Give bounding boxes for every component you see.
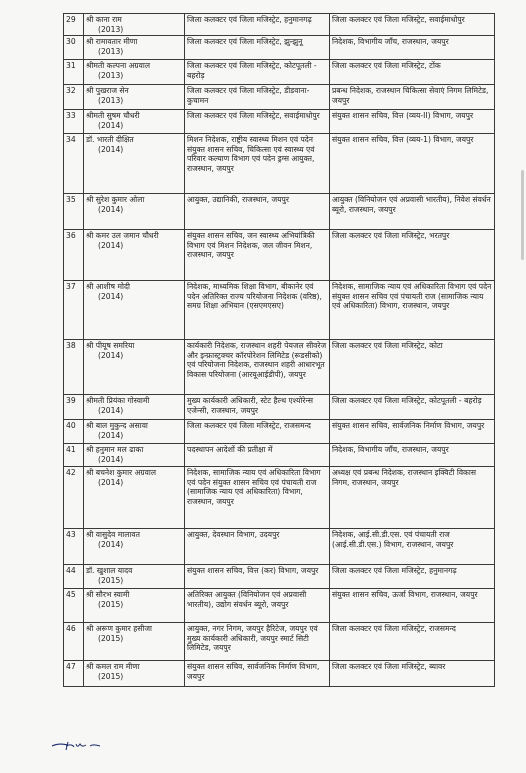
- batch-year: (2013): [98, 24, 124, 34]
- officer-name: श्री सुरेश कुमार ओला: [86, 195, 145, 205]
- officer-cell: [84, 589, 185, 623]
- handwritten-signature: [50, 738, 105, 752]
- serial-number: 31: [64, 60, 84, 85]
- serial-number: 32: [64, 85, 84, 110]
- batch-year: (2015): [98, 633, 124, 643]
- current-posting: जिला कलक्टर एवं जिला मजिस्ट्रेट, डीडवाना-कुचामन: [185, 85, 330, 110]
- officer-name: श्री सौरभ स्वामी: [86, 590, 130, 600]
- serial-number: 43: [64, 529, 84, 565]
- new-posting: जिला कलक्टर एवं जिला मजिस्ट्रेट, राजसमन्द: [330, 623, 495, 661]
- batch-year: (2014): [98, 291, 124, 301]
- officer-cell: [84, 60, 185, 85]
- new-posting: निदेशक, विभागीय जाँच, राजस्थान, जयपुर: [330, 444, 495, 467]
- officer-cell: [84, 395, 185, 420]
- officer-name: श्री कमल राम मीणा: [86, 662, 140, 672]
- table-row: [64, 467, 495, 529]
- serial-number: 40: [64, 420, 84, 444]
- serial-number: 37: [64, 281, 84, 340]
- serial-number: 41: [64, 444, 84, 467]
- officer-cell: [84, 36, 185, 60]
- serial-number: 34: [64, 134, 84, 194]
- officer-cell: [84, 420, 185, 444]
- current-posting: संयुक्त शासन सचिव, वित्त (कर) विभाग, जयपुर: [185, 565, 330, 589]
- table-row: [64, 589, 495, 623]
- current-posting: आयुक्त, नगर निगम, जयपुर हैरिटेज, जयपुर एवं मुख्य कार्यकारी अधिकारी, जयपुर स्मार्ट सिटी लिमिटेड, जयपुर: [185, 623, 330, 661]
- new-posting: संयुक्त शासन सचिव, ऊर्जा विभाग, राजस्थान, जयपुर: [330, 589, 495, 623]
- officer-cell: [84, 134, 185, 194]
- officer-cell: [84, 565, 185, 589]
- officer-cell: [84, 467, 185, 529]
- serial-number: 35: [64, 194, 84, 230]
- table-row: [64, 529, 495, 565]
- officer-name: डॉ. खुशाल यादव: [86, 566, 133, 576]
- officer-cell: [84, 14, 185, 36]
- officer-name: डॉ. भारती दीक्षित: [86, 135, 134, 145]
- officer-name: श्रीमती कल्पना अग्रवाल: [86, 61, 151, 71]
- current-posting: पदस्थापन आदेशों की प्रतीक्षा में: [185, 444, 330, 467]
- officer-name: श्री रामावतार मीणा: [86, 37, 138, 47]
- serial-number: 39: [64, 395, 84, 420]
- batch-year: (2014): [98, 454, 124, 464]
- batch-year: (2014): [98, 477, 124, 487]
- new-posting: संयुक्त शासन सचिव, वित्त (व्यय-II) विभाग, जयपुर: [330, 110, 495, 134]
- table-row: [64, 60, 495, 85]
- table-row: [64, 36, 495, 60]
- current-posting: संयुक्त शासन सचिव, सार्वजनिक निर्माण विभाग, जयपुर: [185, 661, 330, 687]
- officer-cell: [84, 230, 185, 281]
- current-posting: आयुक्त, उद्यानिकी, राजस्थान, जयपुर: [185, 194, 330, 230]
- officer-name: श्री कमर उल जमान चौधरी: [86, 231, 159, 241]
- new-posting: जिला कलक्टर एवं जिला मजिस्ट्रेट, ब्यावर: [330, 661, 495, 687]
- officer-name: श्री हनुमान मल ढाका: [86, 445, 144, 455]
- new-posting: निदेशक, सामाजिक न्याय एवं अधिकारिता विभाग एवं पदेन संयुक्त शासन सचिव एवं पंचायती राज (सामाजिक न्याय एवं अधिकारिता) विभाग, राजस्थान, जयपुर: [330, 281, 495, 340]
- batch-year: (2014): [98, 350, 124, 360]
- batch-year: (2014): [98, 539, 124, 549]
- current-posting: जिला कलक्टर एवं जिला मजिस्ट्रेट, कोटपूतली - बहरोड़: [185, 60, 330, 85]
- table-row: [64, 85, 495, 110]
- table-row: [64, 420, 495, 444]
- officer-cell: [84, 281, 185, 340]
- new-posting: आयुक्त (विनियोजन एवं अप्रवासी भारतीय), निवेश संवर्धन ब्यूरो, राजस्थान, जयपुर: [330, 194, 495, 230]
- current-posting: मुख्य कार्यकारी अधिकारी, स्टेट हैल्थ एश्योरेन्स एजेन्सी, राजस्थान, जयपुर: [185, 395, 330, 420]
- current-posting: जिला कलक्टर एवं जिला मजिस्ट्रेट, राजसमन्द: [185, 420, 330, 444]
- batch-year: (2015): [98, 575, 124, 585]
- new-posting: निदेशक, विभागीय जाँच, राजस्थान, जयपुर: [330, 36, 495, 60]
- batch-year: (2014): [98, 430, 124, 440]
- officer-name: श्रीमती सुषम चौधरी: [86, 111, 140, 121]
- officer-name: श्री बाल मुकुन्द असावा: [86, 421, 148, 431]
- current-posting: मिशन निदेशक, राष्ट्रीय स्वास्थ्य मिशन एवं पदेन संयुक्त शासन सचिव, चिकित्सा एवं स्वास्थ्य एवं परिवार कल्याण विभाग एवं पदेन ड्रग्स आयुक्त, राजस्थान, जयपुर: [185, 134, 330, 194]
- officer-name: श्री वासुदेव मालावत: [86, 530, 140, 540]
- batch-year: (2014): [98, 405, 124, 415]
- officer-cell: [84, 194, 185, 230]
- new-posting: जिला कलक्टर एवं जिला मजिस्ट्रेट, सवाईमाधोपुर: [330, 14, 495, 36]
- table-row: [64, 623, 495, 661]
- new-posting: संयुक्त शासन सचिव, सार्वजनिक निर्माण विभाग, जयपुर: [330, 420, 495, 444]
- officer-cell: [84, 529, 185, 565]
- serial-number: 33: [64, 110, 84, 134]
- new-posting: प्रबन्ध निदेशक, राजस्थान चिकित्सा सेवाएं निगम लिमिटेड, जयपुर: [330, 85, 495, 110]
- transfer-order-table: [63, 13, 495, 687]
- table-row: [64, 565, 495, 589]
- batch-year: (2013): [98, 46, 124, 56]
- officer-name: श्री पुखराज सेन: [86, 86, 129, 96]
- new-posting: निदेशक, आई.सी.डी.एस. एवं पंचायती राज (आई.सी.डी.एस.) विभाग, राजस्थान, जयपुर: [330, 529, 495, 565]
- table-row: [64, 340, 495, 395]
- officer-cell: [84, 623, 185, 661]
- officer-name: श्रीमती प्रियंका गोस्वामी: [86, 396, 150, 406]
- batch-year: (2013): [98, 95, 124, 105]
- officer-name: श्री बचनेश कुमार अग्रवाल: [86, 468, 156, 478]
- serial-number: 29: [64, 14, 84, 36]
- serial-number: 45: [64, 589, 84, 623]
- table-row: [64, 110, 495, 134]
- officer-cell: [84, 661, 185, 687]
- current-posting: संयुक्त शासन सचिव, जन स्वास्थ्य अभियांत्रिकी विभाग एवं मिशन निदेशक, जल जीवन मिशन, राजस्थान, जयपुर: [185, 230, 330, 281]
- batch-year: (2015): [98, 599, 124, 609]
- officer-cell: [84, 444, 185, 467]
- new-posting: जिला कलक्टर एवं जिला मजिस्ट्रेट, भरतपुर: [330, 230, 495, 281]
- new-posting: जिला कलक्टर एवं जिला मजिस्ट्रेट, हनुमानगढ़: [330, 565, 495, 589]
- batch-year: (2015): [98, 671, 124, 681]
- current-posting: जिला कलक्टर एवं जिला मजिस्ट्रेट, हनुमानगढ़: [185, 14, 330, 36]
- table-row: [64, 444, 495, 467]
- current-posting: अतिरिक्त आयुक्त (विनियोजन एवं अप्रवासी भारतीय), उद्योग संवर्धन ब्यूरो, जयपुर: [185, 589, 330, 623]
- officer-name: श्री अरूण कुमार हसीजा: [86, 624, 152, 634]
- batch-year: (2014): [98, 204, 124, 214]
- officer-name: श्री काना राम: [86, 15, 122, 24]
- serial-number: 47: [64, 661, 84, 687]
- batch-year: (2014): [98, 240, 124, 250]
- officer-cell: [84, 85, 185, 110]
- current-posting: निदेशक, सामाजिक न्याय एवं अधिकारिता विभाग एवं पदेन संयुक्त शासन सचिव एवं पंचायती राज (सामाजिक न्याय एवं अधिकारिता) विभाग, राजस्थान, जयपुर: [185, 467, 330, 529]
- table-row: [64, 661, 495, 687]
- officer-name: श्री आशीष मोदी: [86, 282, 130, 292]
- current-posting: निदेशक, माध्यमिक शिक्षा विभाग, बीकानेर एवं पदेन अतिरिक्त राज्य परियोजना निदेशक (वरिष्ठ), समग्र शिक्षा अभियान (एसएमएसए): [185, 281, 330, 340]
- serial-number: 42: [64, 467, 84, 529]
- current-posting: जिला कलक्टर एवं जिला मजिस्ट्रेट, सवाईमाधोपुर: [185, 110, 330, 134]
- officer-cell: [84, 340, 185, 395]
- scrollbar[interactable]: [521, 170, 524, 260]
- table-row: [64, 395, 495, 420]
- new-posting: जिला कलक्टर एवं जिला मजिस्ट्रेट, टोंक: [330, 60, 495, 85]
- table-row: [64, 230, 495, 281]
- serial-number: 36: [64, 230, 84, 281]
- table-row: [64, 134, 495, 194]
- new-posting: संयुक्त शासन सचिव, वित्त (व्यय-1) विभाग, जयपुर: [330, 134, 495, 194]
- batch-year: (2014): [98, 144, 124, 154]
- new-posting: अध्यक्ष एवं प्रबन्ध निदेशक, राजस्थान इक्विटी विकास निगम, राजस्थान, जयपुर: [330, 467, 495, 529]
- new-posting: जिला कलक्टर एवं जिला मजिस्ट्रेट, कोटपूतली - बहरोड़: [330, 395, 495, 420]
- table-row: [64, 14, 495, 36]
- batch-year: (2014): [98, 120, 124, 130]
- current-posting: आयुक्त, देवस्थान विभाग, उदयपुर: [185, 529, 330, 565]
- current-posting: कार्यकारी निदेशक, राजस्थान शहरी पेयजल सीवरेज और इन्फ्रास्ट्रक्चर कॉरपोरेशन लिमिटेड (रूडसीको) एवं परियोजना निदेशक, राजस्थान शहरी आधारभूत विकास परियोजना (आरयूआईडीपी), जयपुर: [185, 340, 330, 395]
- serial-number: 46: [64, 623, 84, 661]
- serial-number: 38: [64, 340, 84, 395]
- new-posting: जिला कलक्टर एवं जिला मजिस्ट्रेट, कोटा: [330, 340, 495, 395]
- officer-cell: [84, 110, 185, 134]
- officer-name: श्री पीयूष समरिया: [86, 341, 135, 351]
- table-row: [64, 194, 495, 230]
- table-row: [64, 281, 495, 340]
- serial-number: 44: [64, 565, 84, 589]
- serial-number: 30: [64, 36, 84, 60]
- current-posting: जिला कलक्टर एवं जिला मजिस्ट्रेट, झुन्झुनू: [185, 36, 330, 60]
- batch-year: (2013): [98, 70, 124, 80]
